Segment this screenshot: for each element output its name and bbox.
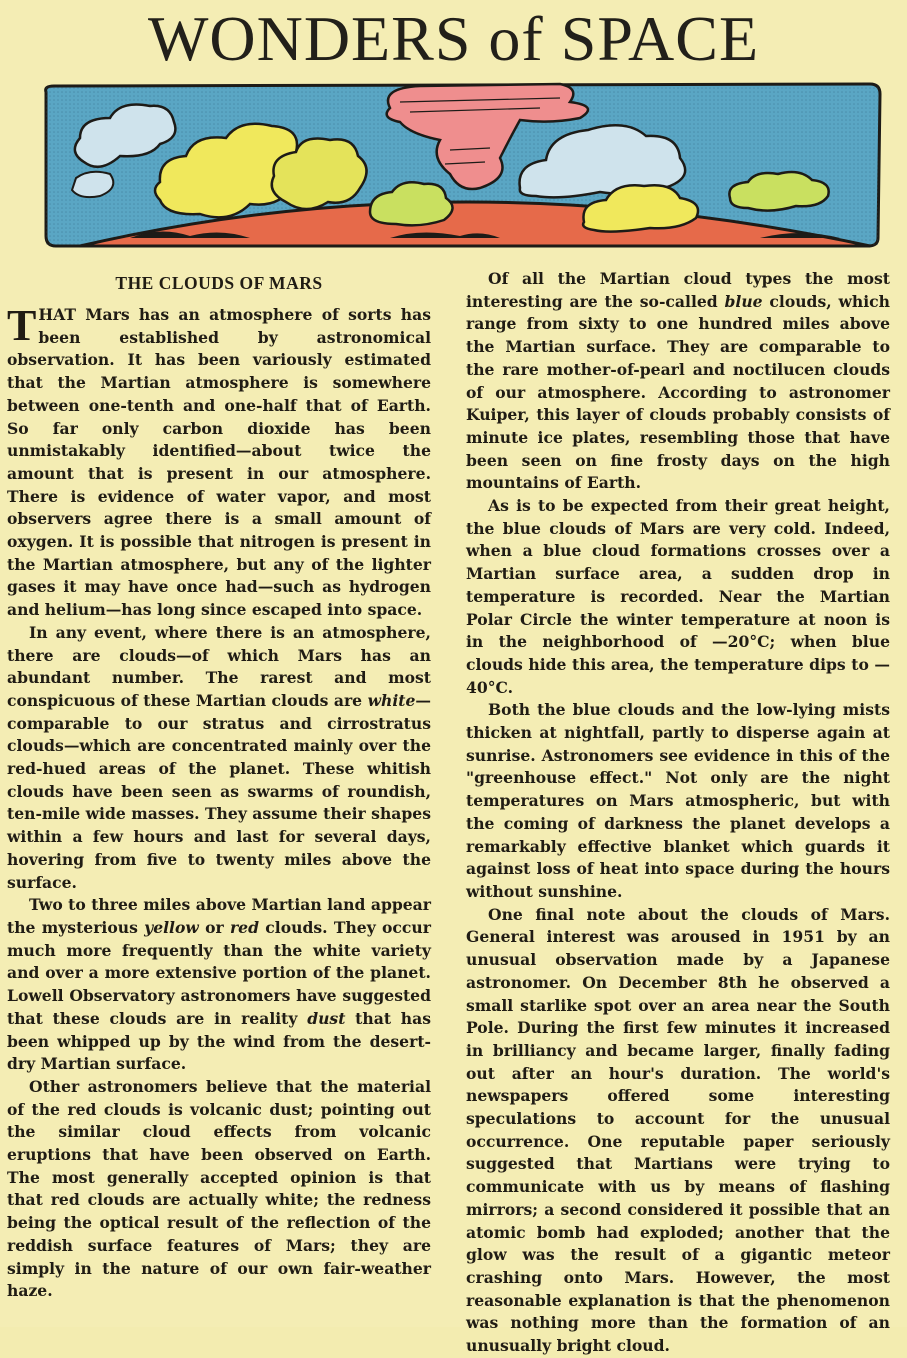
mars-clouds-illustration (40, 78, 884, 250)
drop-cap: T (7, 301, 37, 350)
paragraph-5 (466, 268, 890, 495)
paragraph-8: One final note about the clouds of Mars. General interest was aroused in 1951 by an unusual observation made by a Japanese astronomer. On December 8th he observed a small starlike spot over an area near the South Pole. During the first few minutes it increased in brilliancy and became larger, finally fading out after an hour's duration. The world's newspapers offered some interesting speculations to account for the unusual occurrence. One reputable paper seriously suggested that Martians were trying to communicate with us by means of flashing mirrors; a second considered it possible that an atomic bomb had exploded; another that the glow was the result of a gigantic meteor crashing onto Mars. However, the most reasonable explanation is that the phenomenon was nothing more than the formation of an unusually bright cloud. (466, 904, 890, 1356)
paragraph-3-text-c: that has been whipped up by the wind from the desert-dry Martian surface. (7, 1008, 431, 1074)
paragraph-2-text-a: In any event, where there is an atmosphere, there are clouds—of which Mars has an abundant number. The rarest and most conspicuous of these Martian clouds are (7, 622, 431, 710)
right-column (466, 268, 890, 1358)
paragraph-5-emphasis: blue (724, 291, 763, 311)
paragraph-1-text: HAT Mars has an atmosphere of sorts has been established by astronomical observation. It has been variously estimated that the Martian atmosphere is somewhere between one-tenth and one-half that of Earth. So far only carbon dioxide has been unmistakably identified—about twice the amount that is present in our atmosphere. There is evidence of water vapor, and most observers agree there is a small amount of oxygen. It is possible that nitrogen is present in the Martian atmosphere, but any of the lighter gases it may have once had—such as hydrogen and helium—has long since escaped into space. (7, 305, 431, 620)
paragraph-3-text-b: clouds. They occur much more frequently than the white variety and over a more extensive portion of the planet. Lowell Observatory astronomers have suggested that these clouds are in reality (7, 917, 431, 1028)
paragraph-1 (7, 301, 431, 622)
left-column (7, 268, 431, 1303)
paragraph-7: Both the blue clouds and the low-lying mists thicken at nightfall, partly to disperse again at sunrise. Astronomers see evidence in this of the "greenhouse effect." Not only are the night temperatures on Mars atmospheric, but with the coming of darkness the planet develops a remarkably effective blanket which guards it against loss of heat into space during the hours without sunshine. (466, 700, 890, 901)
paragraph-3-emphasis-3: dust (307, 1008, 346, 1028)
paragraph-5-text-b: clouds, which range from sixty to one hundred miles above the Martian surface. They are comparable to the rare mother-of-pearl and noctilucen clouds of our atmosphere. According to astronomer Kuiper, this layer of clouds probably consists of minute ice plates, resembling those that have been seen on fine frosty days on the high mountains of Earth. (466, 291, 890, 493)
article-heading: THE CLOUDS OF MARS (115, 273, 323, 293)
paragraph-6: As is to be expected from their great height, the blue clouds of Mars are very cold. Indeed, when a blue cloud formations crosses over a Martian surface area, a sudden drop in temperature is recorded. Near the Martian Polar Circle the winter temperature at noon is in the neighborhood of —20°C; when blue clouds hide this area, the temperature dips to —40°C. (466, 496, 890, 697)
paragraph-2 (7, 622, 431, 894)
paragraph-4: Other astronomers believe that the material of the red clouds is volcanic dust; pointing out the similar cloud effects from volcanic eruptions that have been observed on Earth. The most generally accepted opinion is that that red clouds are actually white; the redness being the optical result of the reflection of the reddish surface features of Mars; they are simply in the nature of our own fair-weather haze. (7, 1076, 431, 1301)
paragraph-3 (7, 894, 431, 1076)
paragraph-3-emphasis-2: red (229, 917, 260, 937)
paragraph-3-text-a: Two to three miles above Martian land appear the mysterious (7, 895, 431, 937)
paragraph-3-text-mid: or (198, 917, 230, 937)
paragraph-2-text-b: —comparable to our stratus and cirrostratus clouds—which are concentrated mainly over the red-hued areas of the planet. These whitish clouds have been seen as swarms of roundish, ten-mile wide masses. They assume their shapes within a few hours and last for several days, hovering from five to twenty miles above the surface. (7, 690, 432, 892)
paragraph-3-emphasis-1: yellow (144, 917, 199, 937)
paragraph-5-text-a: Of all the Martian cloud types the most interesting are the so-called (466, 269, 890, 311)
paragraph-2-emphasis: white (367, 690, 416, 710)
page-title: WONDERS of SPACE (147, 3, 760, 74)
banner-illustration (40, 78, 884, 250)
